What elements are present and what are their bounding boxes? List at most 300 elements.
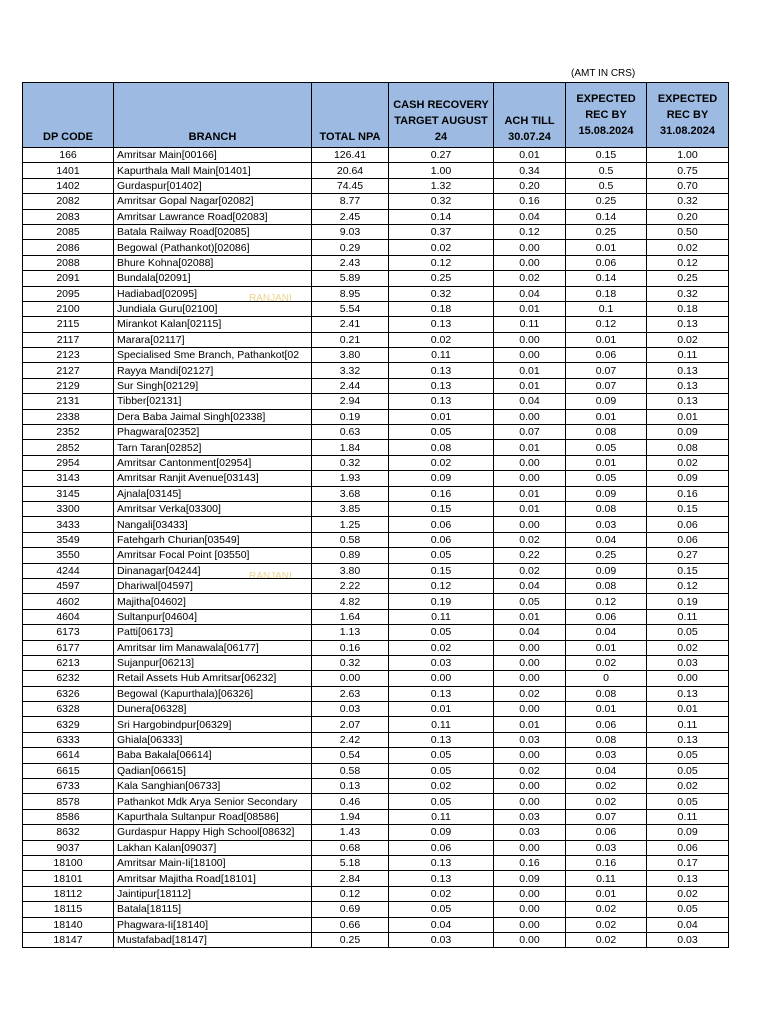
table-row xyxy=(23,517,729,532)
branch-cell: Amritsar Focal Point [03550] xyxy=(114,548,312,563)
dp-code-cell: 8632 xyxy=(23,825,114,840)
watermark-1: RANJANI xyxy=(249,293,292,304)
expected-15-cell: 0.01 xyxy=(566,455,647,470)
dp-code-cell: 2117 xyxy=(23,332,114,347)
dp-code-cell: 6326 xyxy=(23,686,114,701)
dp-code-cell: 2088 xyxy=(23,255,114,270)
cash-recovery-cell: 0.27 xyxy=(389,148,494,163)
cash-recovery-cell: 0.06 xyxy=(389,517,494,532)
total-npa-cell: 2.43 xyxy=(312,255,389,270)
ach-till-cell: 0.02 xyxy=(494,532,566,547)
table-row xyxy=(23,378,729,393)
dp-code-cell: 3433 xyxy=(23,517,114,532)
ach-till-cell: 0.16 xyxy=(494,855,566,870)
dp-code-cell: 8586 xyxy=(23,809,114,824)
table-row xyxy=(23,301,729,316)
dp-code-cell: 2083 xyxy=(23,209,114,224)
branch-cell: Bundala[02091] xyxy=(114,271,312,286)
dp-code-cell: 2086 xyxy=(23,240,114,255)
cash-recovery-cell: 0.32 xyxy=(389,194,494,209)
ach-till-cell: 0.01 xyxy=(494,501,566,516)
cash-recovery-cell: 0.05 xyxy=(389,548,494,563)
table-row xyxy=(23,902,729,917)
expected-15-cell: 0.03 xyxy=(566,748,647,763)
branch-cell: Ajnala[03145] xyxy=(114,486,312,501)
total-npa-cell: 1.13 xyxy=(312,625,389,640)
total-npa-cell: 2.41 xyxy=(312,317,389,332)
expected-31-cell: 0.11 xyxy=(647,809,729,824)
ach-till-cell: 0.03 xyxy=(494,732,566,747)
total-npa-cell: 0.21 xyxy=(312,332,389,347)
table-row xyxy=(23,871,729,886)
expected-15-cell: 0.04 xyxy=(566,625,647,640)
dp-code-cell: 2095 xyxy=(23,286,114,301)
cash-recovery-header: CASH RECOVERY TARGET AUGUST 24 xyxy=(389,83,494,148)
expected-31-cell: 0.03 xyxy=(647,655,729,670)
expected-15-cell: 0.05 xyxy=(566,440,647,455)
total-npa-cell: 1.93 xyxy=(312,471,389,486)
ach-till-header: ACH TILL 30.07.24 xyxy=(494,83,566,148)
dp-code-cell: 18101 xyxy=(23,871,114,886)
dp-code-cell: 1402 xyxy=(23,178,114,193)
branch-cell: Fatehgarh Churian[03549] xyxy=(114,532,312,547)
ach-till-cell: 0.00 xyxy=(494,640,566,655)
table-row xyxy=(23,548,729,563)
total-npa-cell: 0.58 xyxy=(312,532,389,547)
total-npa-cell: 0.54 xyxy=(312,748,389,763)
branch-cell: Mustafabad[18147] xyxy=(114,932,312,947)
expected-15-cell: 0.06 xyxy=(566,255,647,270)
dp-code-cell: 2338 xyxy=(23,409,114,424)
total-npa-cell: 0.68 xyxy=(312,840,389,855)
expected-15-cell: 0.15 xyxy=(566,148,647,163)
expected-15-cell: 0.1 xyxy=(566,301,647,316)
cash-recovery-cell: 0.13 xyxy=(389,378,494,393)
ach-till-cell: 0.20 xyxy=(494,178,566,193)
cash-recovery-cell: 0.11 xyxy=(389,609,494,624)
branch-cell: Dinanagar[04244] xyxy=(114,563,312,578)
total-npa-cell: 9.03 xyxy=(312,224,389,239)
branch-cell: Rayya Mandi[02127] xyxy=(114,363,312,378)
ach-till-cell: 0.22 xyxy=(494,548,566,563)
total-npa-cell: 4.82 xyxy=(312,594,389,609)
ach-till-cell: 0.00 xyxy=(494,840,566,855)
expected-31-cell: 0.02 xyxy=(647,640,729,655)
total-npa-cell: 3.80 xyxy=(312,348,389,363)
cash-recovery-cell: 0.11 xyxy=(389,717,494,732)
expected-31-cell: 0.12 xyxy=(647,578,729,593)
cash-recovery-cell: 0.09 xyxy=(389,471,494,486)
table-row xyxy=(23,148,729,163)
expected-31-cell: 0.00 xyxy=(647,671,729,686)
expected-31-cell: 0.08 xyxy=(647,440,729,455)
cash-recovery-cell: 0.11 xyxy=(389,809,494,824)
table-row xyxy=(23,763,729,778)
branch-cell: Sur Singh[02129] xyxy=(114,378,312,393)
watermark-2: RANJANI xyxy=(249,571,292,582)
total-npa-cell: 2.44 xyxy=(312,378,389,393)
dp-code-cell: 2127 xyxy=(23,363,114,378)
expected-15-cell: 0.01 xyxy=(566,886,647,901)
table-row xyxy=(23,932,729,947)
dp-code-cell: 2082 xyxy=(23,194,114,209)
ach-till-cell: 0.04 xyxy=(494,209,566,224)
table-row xyxy=(23,779,729,794)
branch-cell: Amritsar Main[00166] xyxy=(114,148,312,163)
cash-recovery-cell: 0.37 xyxy=(389,224,494,239)
table-row xyxy=(23,671,729,686)
cash-recovery-cell: 0.25 xyxy=(389,271,494,286)
table-row xyxy=(23,255,729,270)
expected-31-cell: 0.09 xyxy=(647,471,729,486)
expected-31-cell: 0.13 xyxy=(647,378,729,393)
branch-cell: Gurdaspur Happy High School[08632] xyxy=(114,825,312,840)
ach-till-cell: 0.03 xyxy=(494,825,566,840)
expected-15-cell: 0.09 xyxy=(566,394,647,409)
total-npa-cell: 126.41 xyxy=(312,148,389,163)
amount-unit-note: (AMT IN CRS) xyxy=(571,68,636,79)
cash-recovery-cell: 0.13 xyxy=(389,732,494,747)
branch-cell: Dunera[06328] xyxy=(114,702,312,717)
ach-till-cell: 0.01 xyxy=(494,717,566,732)
branch-cell: Amritsar Gopal Nagar[02082] xyxy=(114,194,312,209)
expected-15-cell: 0.08 xyxy=(566,425,647,440)
ach-till-cell: 0.34 xyxy=(494,163,566,178)
ach-till-cell: 0.00 xyxy=(494,455,566,470)
ach-till-cell: 0.02 xyxy=(494,763,566,778)
expected-15-cell: 0.18 xyxy=(566,286,647,301)
cash-recovery-cell: 0.06 xyxy=(389,532,494,547)
dp-code-cell: 166 xyxy=(23,148,114,163)
table-row xyxy=(23,748,729,763)
expected-15-cell: 0.25 xyxy=(566,548,647,563)
table-row xyxy=(23,471,729,486)
expected-31-cell: 0.19 xyxy=(647,594,729,609)
expected-31-cell: 0.12 xyxy=(647,255,729,270)
expected-31-cell: 0.04 xyxy=(647,917,729,932)
expected-15-cell: 0.14 xyxy=(566,209,647,224)
total-npa-cell: 0.16 xyxy=(312,640,389,655)
table-row xyxy=(23,732,729,747)
cash-recovery-cell: 0.05 xyxy=(389,425,494,440)
ach-till-cell: 0.07 xyxy=(494,425,566,440)
cash-recovery-cell: 0.06 xyxy=(389,840,494,855)
expected-15-cell: 0.25 xyxy=(566,224,647,239)
branch-cell: Dhariwal[04597] xyxy=(114,578,312,593)
dp-code-cell: 6173 xyxy=(23,625,114,640)
expected-15-cell: 0.07 xyxy=(566,378,647,393)
expected-31-cell: 0.05 xyxy=(647,763,729,778)
total-npa-cell: 2.63 xyxy=(312,686,389,701)
expected-31-cell: 0.25 xyxy=(647,271,729,286)
branch-cell: Kapurthala Mall Main[01401] xyxy=(114,163,312,178)
table-row xyxy=(23,455,729,470)
dp-code-cell: 18140 xyxy=(23,917,114,932)
expected-31-cell: 0.05 xyxy=(647,748,729,763)
branch-cell: Sujanpur[06213] xyxy=(114,655,312,670)
branch-cell: Begowal (Pathankot)[02086] xyxy=(114,240,312,255)
total-npa-cell: 2.22 xyxy=(312,578,389,593)
expected-31-cell: 0.03 xyxy=(647,932,729,947)
total-npa-cell: 2.45 xyxy=(312,209,389,224)
ach-till-cell: 0.01 xyxy=(494,148,566,163)
ach-till-cell: 0.00 xyxy=(494,886,566,901)
cash-recovery-cell: 0.04 xyxy=(389,917,494,932)
table-row xyxy=(23,348,729,363)
expected-31-cell: 0.02 xyxy=(647,332,729,347)
ach-till-cell: 0.05 xyxy=(494,594,566,609)
total-npa-cell: 0.19 xyxy=(312,409,389,424)
dp-code-cell: 6333 xyxy=(23,732,114,747)
table-row xyxy=(23,655,729,670)
branch-cell: Kapurthala Sultanpur Road[08586] xyxy=(114,809,312,824)
branch-cell: Majitha[04602] xyxy=(114,594,312,609)
expected-15-cell: 0.08 xyxy=(566,732,647,747)
ach-till-cell: 0.01 xyxy=(494,609,566,624)
branch-cell: Gurdaspur[01402] xyxy=(114,178,312,193)
branch-cell: Sultanpur[04604] xyxy=(114,609,312,624)
table-row xyxy=(23,855,729,870)
table-row xyxy=(23,440,729,455)
dp-code-cell: 4597 xyxy=(23,578,114,593)
expected-31-cell: 0.70 xyxy=(647,178,729,193)
expected-15-cell: 0.01 xyxy=(566,409,647,424)
expected-15-cell: 0.03 xyxy=(566,840,647,855)
total-npa-cell: 0.29 xyxy=(312,240,389,255)
ach-till-cell: 0.00 xyxy=(494,917,566,932)
branch-cell: Nangali[03433] xyxy=(114,517,312,532)
branch-cell: Phagwara[02352] xyxy=(114,425,312,440)
ach-till-cell: 0.01 xyxy=(494,440,566,455)
cash-recovery-cell: 0.02 xyxy=(389,779,494,794)
ach-till-cell: 0.00 xyxy=(494,655,566,670)
table-row xyxy=(23,840,729,855)
total-npa-cell: 0.12 xyxy=(312,886,389,901)
expected-31-cell: 0.06 xyxy=(647,517,729,532)
table-row xyxy=(23,209,729,224)
total-npa-cell: 74.45 xyxy=(312,178,389,193)
total-npa-cell: 3.68 xyxy=(312,486,389,501)
cash-recovery-cell: 0.02 xyxy=(389,455,494,470)
expected-31-cell: 0.01 xyxy=(647,702,729,717)
expected-15-cell: 0.14 xyxy=(566,271,647,286)
dp-code-cell: 2115 xyxy=(23,317,114,332)
expected-31-cell: 0.05 xyxy=(647,794,729,809)
table-row xyxy=(23,717,729,732)
table-row xyxy=(23,317,729,332)
expected-15-cell: 0.02 xyxy=(566,902,647,917)
cash-recovery-cell: 0.11 xyxy=(389,348,494,363)
expected-15-cell: 0.04 xyxy=(566,763,647,778)
branch-cell: Tibber[02131] xyxy=(114,394,312,409)
branch-cell: Specialised Sme Branch, Pathankot[02 xyxy=(114,348,312,363)
expected-31-cell: 0.01 xyxy=(647,409,729,424)
cash-recovery-cell: 0.02 xyxy=(389,640,494,655)
cash-recovery-cell: 0.18 xyxy=(389,301,494,316)
table-row xyxy=(23,425,729,440)
total-npa-cell: 2.94 xyxy=(312,394,389,409)
npa-recovery-table xyxy=(22,82,729,948)
expected-15-cell: 0.06 xyxy=(566,825,647,840)
branch-cell: Qadian[06615] xyxy=(114,763,312,778)
total-npa-cell: 0.32 xyxy=(312,455,389,470)
total-npa-cell: 2.42 xyxy=(312,732,389,747)
dp-code-cell: 18115 xyxy=(23,902,114,917)
dp-code-cell: 6329 xyxy=(23,717,114,732)
dp-code-cell: 4604 xyxy=(23,609,114,624)
dp-code-cell: 6733 xyxy=(23,779,114,794)
ach-till-cell: 0.00 xyxy=(494,240,566,255)
ach-till-cell: 0.00 xyxy=(494,409,566,424)
dp-code-cell: 18100 xyxy=(23,855,114,870)
expected-31-header: EXPECTED REC BY 31.08.2024 xyxy=(647,83,729,148)
cash-recovery-cell: 0.16 xyxy=(389,486,494,501)
cash-recovery-cell: 0.05 xyxy=(389,794,494,809)
table-row xyxy=(23,686,729,701)
table-row xyxy=(23,594,729,609)
table-row xyxy=(23,409,729,424)
cash-recovery-cell: 0.01 xyxy=(389,409,494,424)
table-body xyxy=(23,148,729,948)
dp-code-cell: 2123 xyxy=(23,348,114,363)
dp-code-cell: 2954 xyxy=(23,455,114,470)
dp-code-cell: 9037 xyxy=(23,840,114,855)
cash-recovery-cell: 0.09 xyxy=(389,825,494,840)
ach-till-cell: 0.00 xyxy=(494,902,566,917)
expected-15-cell: 0.09 xyxy=(566,563,647,578)
ach-till-cell: 0.00 xyxy=(494,348,566,363)
expected-31-cell: 0.11 xyxy=(647,717,729,732)
ach-till-cell: 0.16 xyxy=(494,194,566,209)
dp-code-cell: 3300 xyxy=(23,501,114,516)
expected-31-cell: 0.13 xyxy=(647,363,729,378)
expected-15-cell: 0.12 xyxy=(566,594,647,609)
total-npa-cell: 0.03 xyxy=(312,702,389,717)
table-row xyxy=(23,363,729,378)
ach-till-cell: 0.04 xyxy=(494,578,566,593)
cash-recovery-cell: 0.13 xyxy=(389,855,494,870)
dp-code-cell: 2091 xyxy=(23,271,114,286)
cash-recovery-cell: 0.00 xyxy=(389,671,494,686)
cash-recovery-cell: 0.01 xyxy=(389,702,494,717)
expected-15-cell: 0.01 xyxy=(566,332,647,347)
ach-till-cell: 0.04 xyxy=(494,286,566,301)
expected-31-cell: 0.15 xyxy=(647,563,729,578)
ach-till-cell: 0.01 xyxy=(494,363,566,378)
branch-cell: Amritsar Lawrance Road[02083] xyxy=(114,209,312,224)
expected-15-cell: 0.04 xyxy=(566,532,647,547)
branch-cell: Marara[02117] xyxy=(114,332,312,347)
expected-15-cell: 0.02 xyxy=(566,794,647,809)
dp-code-cell: 2085 xyxy=(23,224,114,239)
cash-recovery-cell: 0.05 xyxy=(389,748,494,763)
table-row xyxy=(23,163,729,178)
table-row xyxy=(23,794,729,809)
dp-code-cell: 2131 xyxy=(23,394,114,409)
expected-31-cell: 0.11 xyxy=(647,348,729,363)
cash-recovery-cell: 0.03 xyxy=(389,655,494,670)
expected-31-cell: 0.05 xyxy=(647,625,729,640)
branch-cell: Baba Bakala[06614] xyxy=(114,748,312,763)
ach-till-cell: 0.00 xyxy=(494,517,566,532)
branch-cell: Hadiabad[02095] xyxy=(114,286,312,301)
table-row xyxy=(23,609,729,624)
ach-till-cell: 0.00 xyxy=(494,471,566,486)
total-npa-cell: 0.25 xyxy=(312,932,389,947)
table-row xyxy=(23,271,729,286)
expected-31-cell: 0.75 xyxy=(647,163,729,178)
dp-code-cell: 8578 xyxy=(23,794,114,809)
cash-recovery-cell: 0.02 xyxy=(389,332,494,347)
total-npa-header: TOTAL NPA xyxy=(312,83,389,148)
ach-till-cell: 0.12 xyxy=(494,224,566,239)
cash-recovery-cell: 0.05 xyxy=(389,763,494,778)
expected-15-cell: 0.5 xyxy=(566,178,647,193)
table-row xyxy=(23,332,729,347)
expected-15-cell: 0.08 xyxy=(566,686,647,701)
expected-15-cell: 0 xyxy=(566,671,647,686)
ach-till-cell: 0.09 xyxy=(494,871,566,886)
expected-15-header: EXPECTED REC BY 15.08.2024 xyxy=(566,83,647,148)
total-npa-cell: 0.13 xyxy=(312,779,389,794)
ach-till-cell: 0.00 xyxy=(494,748,566,763)
total-npa-cell: 0.00 xyxy=(312,671,389,686)
cash-recovery-cell: 1.32 xyxy=(389,178,494,193)
total-npa-cell: 2.84 xyxy=(312,871,389,886)
expected-15-cell: 0.08 xyxy=(566,501,647,516)
ach-till-cell: 0.00 xyxy=(494,255,566,270)
cash-recovery-cell: 0.19 xyxy=(389,594,494,609)
branch-cell: Batala[18115] xyxy=(114,902,312,917)
total-npa-cell: 2.07 xyxy=(312,717,389,732)
dp-code-cell: 3549 xyxy=(23,532,114,547)
ach-till-cell: 0.04 xyxy=(494,394,566,409)
expected-31-cell: 0.13 xyxy=(647,732,729,747)
table-row xyxy=(23,178,729,193)
total-npa-cell: 1.43 xyxy=(312,825,389,840)
cash-recovery-cell: 0.14 xyxy=(389,209,494,224)
expected-15-cell: 0.07 xyxy=(566,363,647,378)
branch-cell: Amritsar Iim Manawala[06177] xyxy=(114,640,312,655)
cash-recovery-cell: 1.00 xyxy=(389,163,494,178)
dp-code-cell: 2129 xyxy=(23,378,114,393)
table-row xyxy=(23,625,729,640)
expected-15-cell: 0.05 xyxy=(566,471,647,486)
total-npa-cell: 1.64 xyxy=(312,609,389,624)
branch-cell: Bhure Kohna[02088] xyxy=(114,255,312,270)
branch-cell: Pathankot Mdk Arya Senior Secondary xyxy=(114,794,312,809)
expected-15-cell: 0.02 xyxy=(566,917,647,932)
cash-recovery-cell: 0.13 xyxy=(389,394,494,409)
dp-code-cell: 18112 xyxy=(23,886,114,901)
expected-15-cell: 0.02 xyxy=(566,655,647,670)
expected-31-cell: 0.16 xyxy=(647,486,729,501)
expected-31-cell: 0.06 xyxy=(647,840,729,855)
expected-15-cell: 0.12 xyxy=(566,317,647,332)
ach-till-cell: 0.03 xyxy=(494,809,566,824)
ach-till-cell: 0.02 xyxy=(494,563,566,578)
cash-recovery-cell: 0.12 xyxy=(389,255,494,270)
branch-cell: Begowal (Kapurthala)[06326] xyxy=(114,686,312,701)
ach-till-cell: 0.01 xyxy=(494,486,566,501)
cash-recovery-cell: 0.13 xyxy=(389,363,494,378)
total-npa-cell: 3.85 xyxy=(312,501,389,516)
dp-code-cell: 2352 xyxy=(23,425,114,440)
expected-15-cell: 0.25 xyxy=(566,194,647,209)
branch-cell: Sri Hargobindpur[06329] xyxy=(114,717,312,732)
table-row xyxy=(23,809,729,824)
expected-15-cell: 0.09 xyxy=(566,486,647,501)
